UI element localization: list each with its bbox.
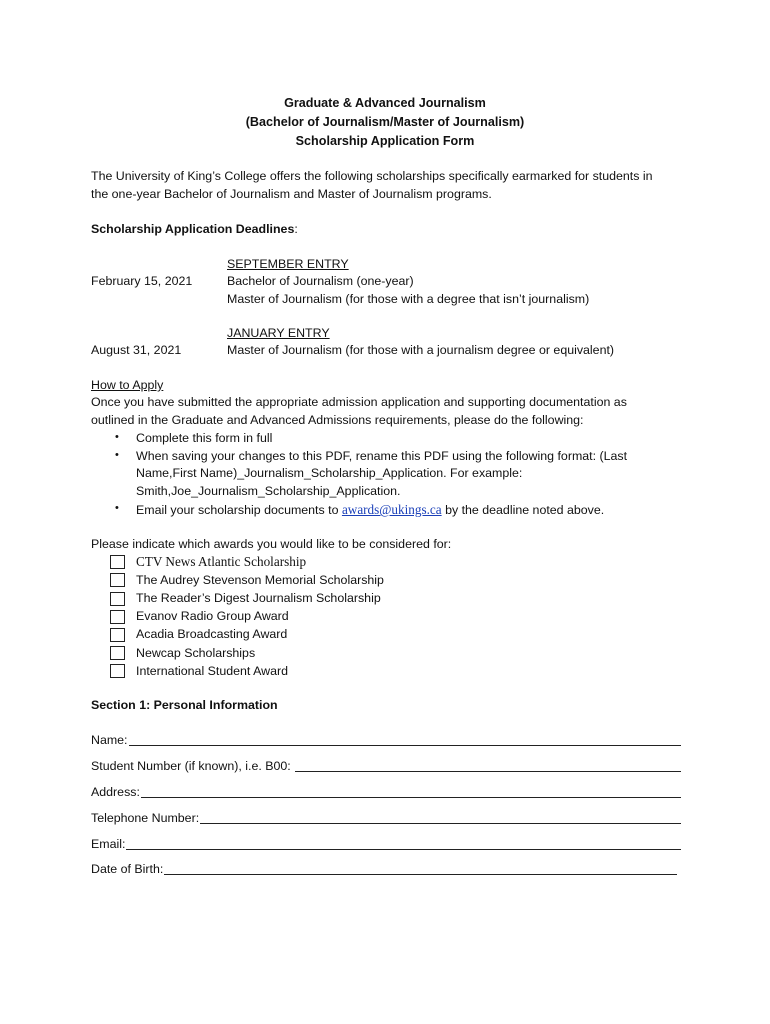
award-checkbox-readers-digest[interactable] <box>110 592 125 606</box>
awards-email-link[interactable]: awards@ukings.ca <box>341 502 442 517</box>
awards-prompt: Please indicate which awards you would like to be considered for: <box>91 537 452 551</box>
bullet-icon: • <box>115 431 119 443</box>
award-label-readers-digest: The Reader’s Digest Journalism Scholarship <box>136 591 381 605</box>
how-to-apply-line1: Once you have submitted the appropriate admission application and supporting documentation as <box>91 395 627 409</box>
instruction-email-pre: Email your scholarship documents to <box>136 503 339 517</box>
instruction-email <box>136 502 604 518</box>
award-label-newcap: Newcap Scholarships <box>136 646 256 660</box>
award-label-international: International Student Award <box>136 664 289 678</box>
award-checkbox-evanov[interactable] <box>110 610 125 624</box>
instruction-email-post: by the deadline noted above. <box>445 503 605 517</box>
email-field-label: Email: <box>91 837 126 851</box>
name-field-line[interactable] <box>129 733 682 746</box>
instruction-rename-line2: Name,First Name)_Journalism_Scholarship_Application. For example: <box>136 466 523 480</box>
award-checkbox-newcap[interactable] <box>110 646 125 660</box>
email-field[interactable] <box>91 837 681 851</box>
award-label-ctv: CTV News Atlantic Scholarship <box>136 554 307 569</box>
deadlines-heading <box>91 222 298 236</box>
bullet-icon: • <box>115 502 119 514</box>
award-checkbox-ctv[interactable] <box>110 555 125 569</box>
form-title-line1: Graduate & Advanced Journalism <box>284 96 486 110</box>
instruction-rename-line3: Smith,Joe_Journalism_Scholarship_Application. <box>136 484 401 498</box>
telephone-field-label: Telephone Number: <box>91 811 200 825</box>
how-to-apply-line2: outlined in the Graduate and Advanced Admissions requirements, please do the following: <box>91 413 584 427</box>
student-number-field[interactable] <box>91 759 681 773</box>
award-label-evanov: Evanov Radio Group Award <box>136 609 289 623</box>
telephone-field-line[interactable] <box>200 811 681 824</box>
award-checkbox-acadia[interactable] <box>110 628 125 642</box>
instruction-rename-line1: When saving your changes to this PDF, rename this PDF using the following format: (Last <box>136 449 628 463</box>
form-title-line2: (Bachelor of Journalism/Master of Journalism) <box>245 115 525 129</box>
september-entry-heading: SEPTEMBER ENTRY <box>227 257 349 271</box>
form-title-line3: Scholarship Application Form <box>295 134 475 148</box>
intro-line2: the one-year Bachelor of Journalism and Master of Journalism programs. <box>91 187 492 201</box>
name-field[interactable] <box>91 733 681 747</box>
student-number-field-line[interactable] <box>295 759 681 772</box>
deadlines-heading-colon: : <box>294 222 298 236</box>
award-label-audrey-stevenson: The Audrey Stevenson Memorial Scholarship <box>136 573 384 587</box>
date-of-birth-field-line[interactable] <box>164 862 677 875</box>
january-program-1: Master of Journalism (for those with a journalism degree or equivalent) <box>227 343 615 357</box>
intro-line1: The University of King’s College offers the following scholarships specifically earmarked for students in <box>91 169 653 183</box>
september-program-2: Master of Journalism (for those with a degree that isn’t journalism) <box>227 292 590 306</box>
address-field[interactable] <box>91 785 681 799</box>
date-of-birth-field[interactable] <box>91 862 677 876</box>
student-number-field-label: Student Number (if known), i.e. B00: <box>91 759 295 773</box>
deadlines-heading-text: Scholarship Application Deadlines <box>91 222 295 236</box>
award-checkbox-audrey-stevenson[interactable] <box>110 573 125 587</box>
telephone-field[interactable] <box>91 811 681 825</box>
address-field-line[interactable] <box>141 785 681 798</box>
september-deadline-date: February 15, 2021 <box>91 274 193 288</box>
bullet-icon: • <box>115 449 119 461</box>
name-field-label: Name: <box>91 733 128 747</box>
award-checkbox-international[interactable] <box>110 664 125 678</box>
address-field-label: Address: <box>91 785 140 799</box>
september-program-1: Bachelor of Journalism (one-year) <box>227 274 414 288</box>
january-deadline-date: August 31, 2021 <box>91 343 182 357</box>
instruction-complete-form: Complete this form in full <box>136 431 273 445</box>
how-to-apply-heading: How to Apply <box>91 378 164 392</box>
award-label-acadia: Acadia Broadcasting Award <box>136 627 288 641</box>
january-entry-heading: JANUARY ENTRY <box>227 326 330 340</box>
section1-heading: Section 1: Personal Information <box>91 698 278 712</box>
date-of-birth-field-label: Date of Birth: <box>91 862 164 876</box>
email-field-line[interactable] <box>126 837 681 850</box>
